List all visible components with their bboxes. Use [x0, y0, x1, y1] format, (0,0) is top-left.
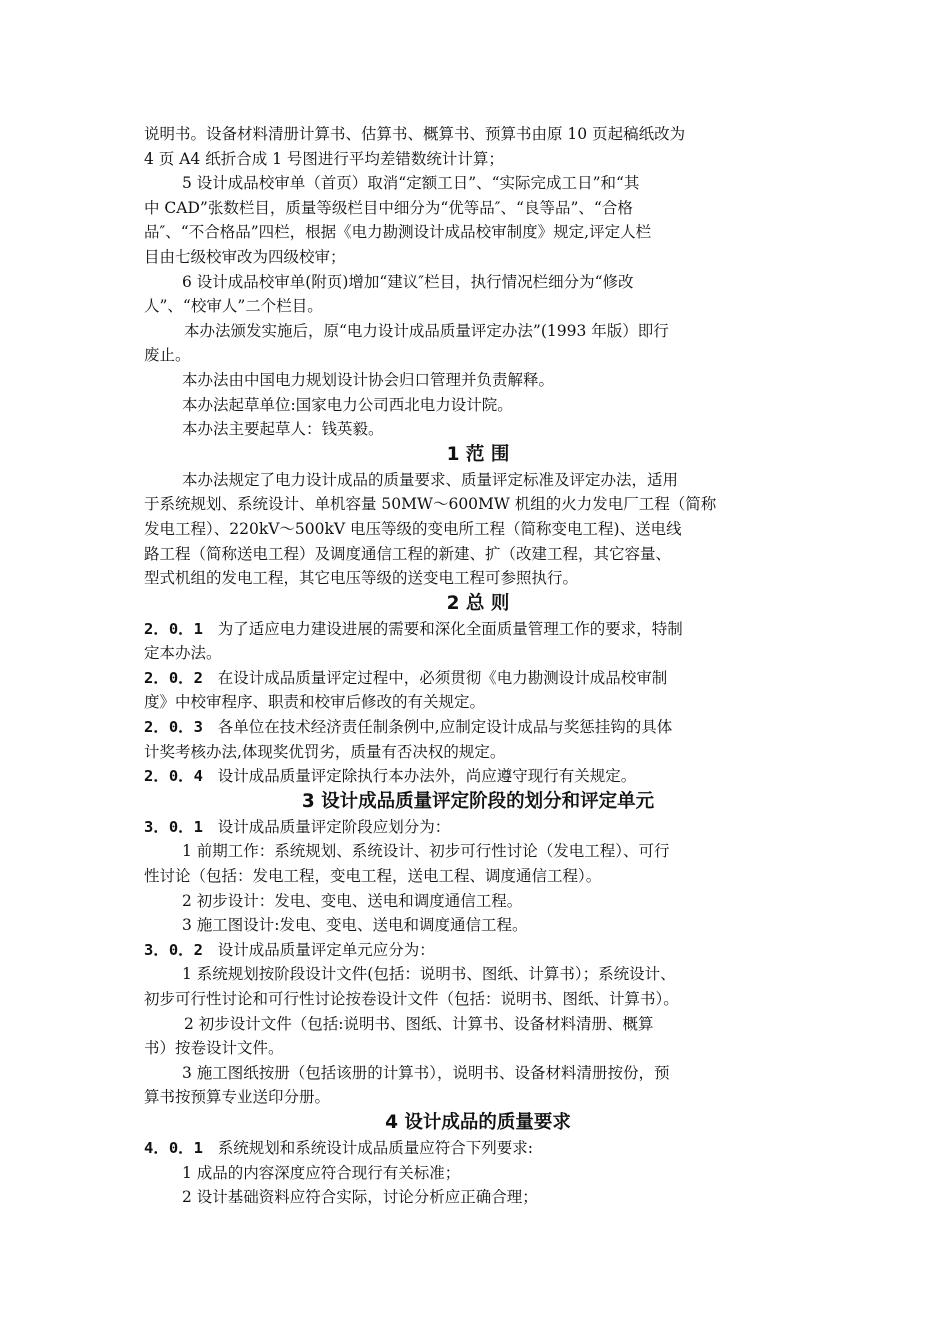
section-heading-stages: 3 设计成品质量评定阶段的划分和评定单元: [301, 790, 655, 812]
paragraph-line: 目由七级校审改为四级校审；: [144, 247, 346, 266]
paragraph-line: 废止。: [144, 346, 191, 365]
paragraph-line: 品″、“不合格品”四栏，根据《电力勘测设计成品校审制度》规定,评定人栏: [144, 223, 652, 242]
clause-text: 系统规划和系统设计成品质量应符合下列要求:: [217, 1138, 534, 1157]
list-item-line: 2 初步设计：发电、变电、送电和调度通信工程。: [182, 891, 523, 910]
list-item-line: 2 设计基础资料应符合实际，讨论分析应正确合理；: [182, 1188, 538, 1207]
paragraph-line: 本办法起草单位:国家电力公司西北电力设计院。: [182, 395, 513, 414]
paragraph-line: 型式机组的发电工程，其它电压等级的送变电工程可参照执行。: [144, 569, 579, 588]
paragraph-line: 初步可行性讨论和可行性讨论按卷设计文件（包括：说明书、图纸、计算书）。: [144, 990, 679, 1008]
paragraph-line: 定本办法。: [144, 644, 222, 663]
section-heading-quality-requirements: 4 设计成品的质量要求: [385, 1111, 571, 1133]
paragraph-line: 路工程（简称送电工程）及调度通信工程的新建、扩（改建工程，其它容量、: [144, 544, 672, 563]
clause-text: 各单位在技术经济责任制条例中,应制定设计成品与奖惩挂钩的具体: [217, 718, 673, 737]
clause-line: [144, 715, 812, 740]
paragraph-line: 书）按卷设计文件。: [144, 1039, 284, 1058]
section-heading-general: 2 总 则: [446, 592, 510, 614]
list-item-line: 1 系统规划按阶段设计文件(包括：说明书、图纸、计算书）；系统设计、: [182, 965, 676, 984]
paragraph-line: 说明书。设备材料清册计算书、估算书、概算书、预算书由原 10 页起稿纸改为: [144, 125, 686, 143]
clause-text: 为了适应电力建设进展的需要和深化全面质量管理工作的要求，特制: [217, 619, 683, 638]
section-heading-scope: 1 范 围: [446, 443, 510, 465]
clause-text: 设计成品质量评定阶段应划分为：: [217, 817, 451, 836]
paragraph-line: 发电工程）、220kV～500kV 电压等级的变电所工程（简称变电工程)、送电线: [144, 519, 682, 538]
paragraph-line: 6 设计成品校审单(附页)增加“建议″栏目，执行情况栏细分为“修改: [182, 272, 634, 291]
clause-line: [144, 815, 812, 840]
clause-text: 设计成品质量评定单元应分为：: [217, 940, 435, 959]
paragraph-line: 5 设计成品校审单（首页）取消“定额工日”、“实际完成工日”和“其: [182, 174, 640, 193]
document-body: [144, 122, 812, 1210]
clause-text: 在设计成品质量评定过程中，必须贯彻《电力勘测设计成品校审制: [217, 668, 668, 687]
clause-number: 2．0．3: [144, 718, 203, 737]
paragraph-line: 本办法由中国电力规划设计协会归口管理并负责解释。: [182, 370, 555, 389]
paragraph-line: 本办法规定了电力设计成品的质量要求、质量评定标准及评定办法，适用: [182, 470, 679, 489]
clause-number: 3．0．2: [144, 940, 203, 959]
paragraph-line: 本办法颁发实施后，原“电力设计成品质量评定办法”(1993 年版）即行: [184, 321, 669, 340]
paragraph-line: 4 页 A4 纸折合成 1 号图进行平均差错数统计计算；: [144, 149, 504, 168]
list-item-line: 3 施工图纸按册（包括该册的计算书），说明书、设备材料清册按份，预: [182, 1063, 670, 1082]
clause-line: [144, 1136, 812, 1161]
clause-line: [144, 938, 812, 963]
clause-line: [144, 666, 812, 691]
paragraph-line: 中 CAD”张数栏目，质量等级栏目中细分为“优等品″、“良等品”、“合格: [144, 198, 633, 217]
paragraph-line: 计奖考核办法,体现奖优罚劣，质量有否决权的规定。: [144, 742, 506, 761]
paragraph-line: 于系统规划、系统设计、单机容量 50MW～600MW 机组的火力发电厂工程（简称: [144, 495, 717, 514]
paragraph-line: 本办法主要起草人：钱英毅。: [182, 420, 384, 439]
paragraph-line: 算书按预算专业送印分册。: [144, 1088, 331, 1107]
clause-number: 4．0．1: [144, 1138, 203, 1157]
paragraph-line: 度》中校审程序、职责和校审后修改的有关规定。: [144, 693, 486, 712]
paragraph-line: 性讨论（包括：发电工程，变电工程，送电工程、调度通信工程）。: [144, 867, 602, 886]
clause-number: 2．0．2: [144, 668, 203, 687]
clause-line: [144, 764, 812, 789]
clause-number: 3．0．1: [144, 817, 203, 836]
list-item-line: 3 施工图设计:发电、变电、送电和调度通信工程。: [182, 916, 528, 935]
paragraph-line: 人”、“校审人”二个栏目。: [144, 297, 323, 316]
list-item-line: 1 成品的内容深度应符合现行有关标准；: [182, 1163, 461, 1182]
clause-number: 2．0．1: [144, 619, 203, 638]
list-item-line: 2 初步设计文件（包括:说明书、图纸、计算书、设备材料清册、概算: [184, 1014, 654, 1033]
clause-number: 2．0．4: [144, 767, 203, 786]
clause-text: 设计成品质量评定除执行本办法外，尚应遵守现行有关规定。: [217, 767, 637, 786]
clause-line: [144, 617, 812, 642]
list-item-line: 1 前期工作：系统规划、系统设计、初步可行性讨论（发电工程）、可行: [182, 842, 670, 861]
